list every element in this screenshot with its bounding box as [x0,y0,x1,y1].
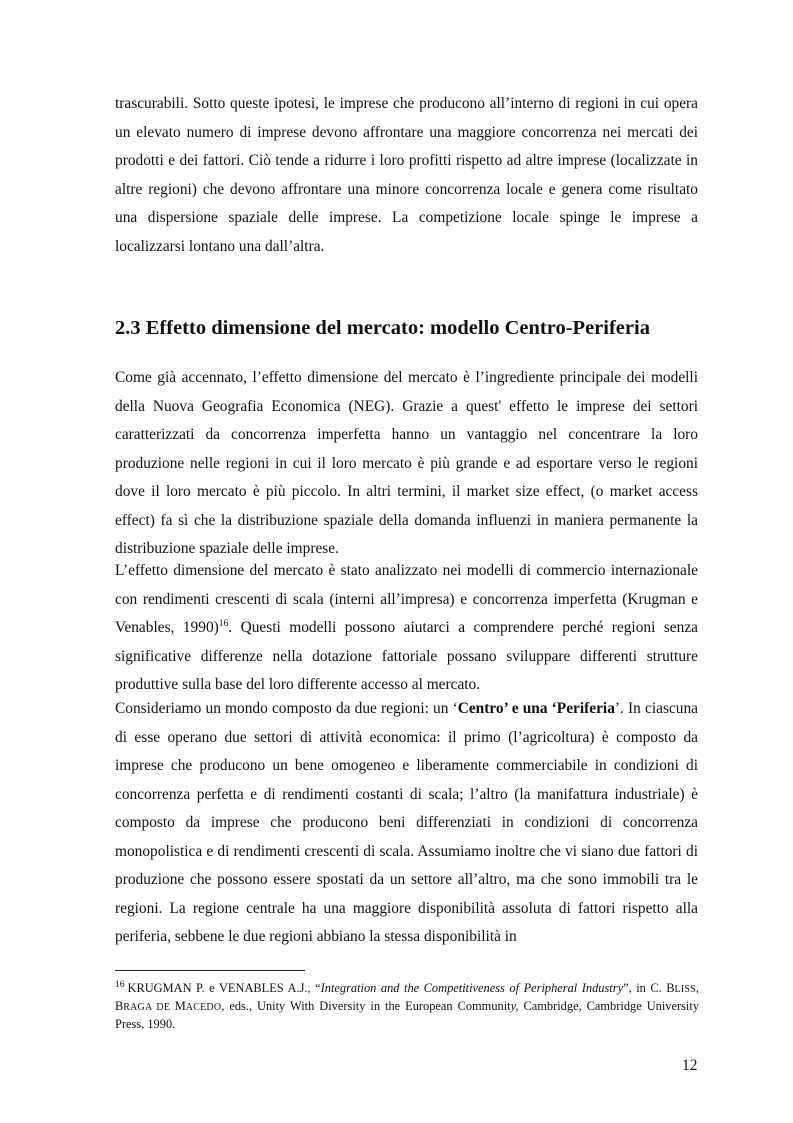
footnote [115,980,699,1033]
footnote-number: 16 [115,979,125,990]
footnote-editor-2b-initial: M [174,999,186,1013]
footnote-after-title: ”, in C. [623,981,662,995]
footnote-editor-1-rest: LISS [674,984,696,995]
footnote-authors: KRUGMAN P. e VENABLES A.J., “ [127,981,321,995]
footnote-book: , eds., Unity With Diversity in the European Communit [221,999,511,1013]
paragraph-4-bold-terms: Centro’ e una ‘Periferia [457,700,615,717]
footnote-editor-2-rest: RAGA DE [123,1002,175,1013]
section-heading: 2.3 Effetto dimensione del mercato: modello Centro-Periferia [115,317,650,339]
footnote-editor-2b-rest: ACEDO [185,1002,222,1013]
paragraph-3-text-a: L’effetto dimensione del mercato è stato analizzato nei modelli di commercio internazionale con rendimenti crescenti di scala (interni all’impresa) e concorrenza imperfetta (Krugman e Venables, 1990) [115,562,698,636]
paragraph-4-start: Consideriamo un mondo composto da due regioni: un ‘ [115,700,458,717]
paragraph-4 [115,695,698,952]
footnote-editor-2-initial: B [115,999,124,1013]
footnote-separator [115,970,305,971]
footnote-editor-1-initial: B [666,981,675,995]
footnote-title: Integration and the Competitiveness of Peripheral Industry [320,981,624,995]
footnote-sep: , [695,981,700,995]
footnote-book-italic: y, [510,999,519,1013]
paragraph-2: Come già accennato, l’effetto dimensione del mercato è l’ingrediente principale dei modelli della Nuova Geografia Economica (NEG). Grazie a quest' effetto le imprese dei settori caratterizzati da concorrenza imperfetta hanno un vantaggio nel concentrare la loro produzione nelle regioni in cui il loro mercato è più grande e ad esportare verso le regioni dove il loro mercato è più piccolo. In altri termini, il market size effect, (o market access effect) fa sì che la distribuzione spaziale della domanda influenzi in maniera permanente la distribuzione spaziale delle imprese. [115,369,698,557]
paragraph-3 [115,557,698,700]
paragraph-4-rest: ’. In ciascuna di esse operano due settori di attività economica: il primo (l’agricoltura) è composto da imprese che producono un bene omogeneo e liberamente commerciabile in condizioni di concorrenza perfetta e di rendimenti costanti di scala; l’altro (la manifattura industriale) è composto da imprese che producono beni differenziati in condizioni di concorrenza monopolistica e di rendimenti crescenti di scala. Assumiamo inoltre che vi siano due fattori di produzione che possono essere spostati da un settore all’altro, ma che sono immobili tra le regioni. La regione centrale ha una maggiore disponibilità assoluta di fattori rispetto alla periferia, sebbene le due regioni abbiano la stessa disponibilità in [115,700,698,945]
page-number: 12 [682,1057,698,1074]
footnote-reference[interactable]: 16 [218,618,229,629]
footnote-publisher: Cambridge, Cambridge University Press, 1990. [115,999,700,1031]
paragraph-3-text-b: . Questi modelli possono aiutarci a comprendere perché regioni senza significative differenze nella dotazione fattoriale possano sviluppare differenti strutture produttive sulla base del loro differente accesso al mercato. [115,619,698,693]
paragraph-1: trascurabili. Sotto queste ipotesi, le imprese che producono all’interno di regioni in cui opera un elevato numero di imprese devono affrontare una maggiore concorrenza nei mercati dei prodotti e dei fattori. Ciò tende a ridurre i loro profitti rispetto ad altre imprese (localizzate in altre regioni) che devono affrontare una minore concorrenza locale e genera come risultato una dispersione spaziale delle imprese. La competizione locale spinge le imprese a localizzarsi lontano una dall’altra. [115,95,698,255]
